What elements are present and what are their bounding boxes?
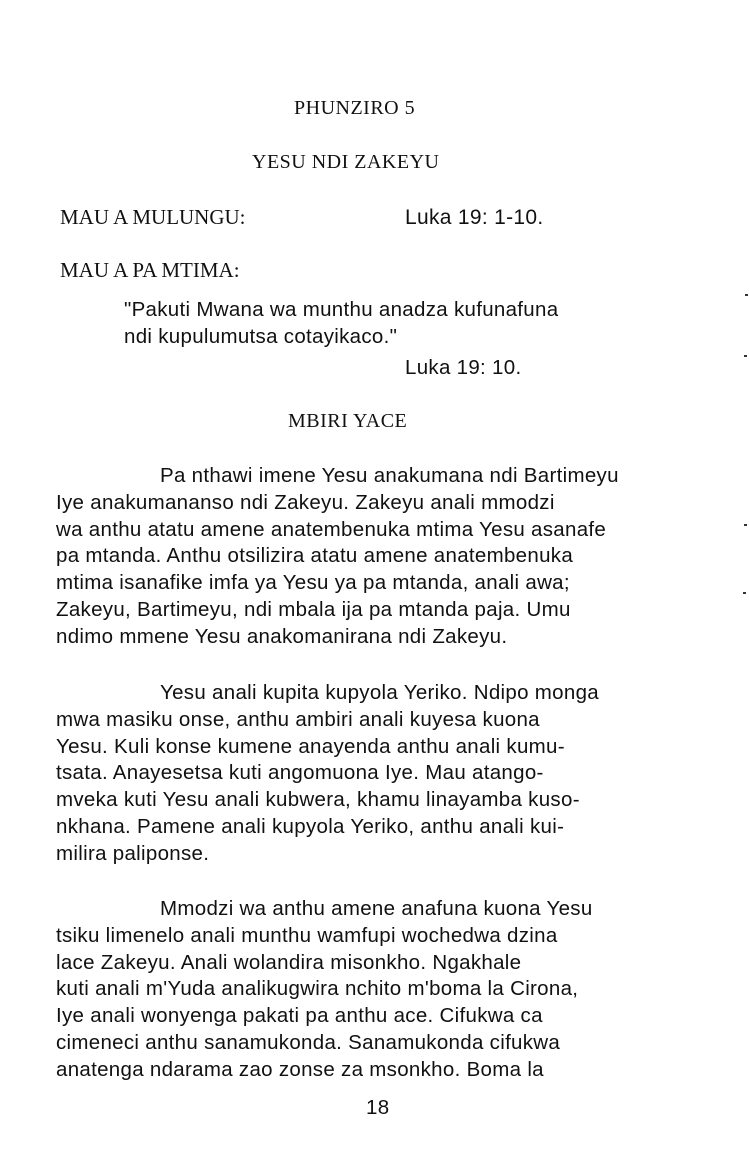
paragraph-2 — [56, 680, 706, 868]
paragraph-line: tsiku limenelo anali munthu wamfupi wochedwa dzina — [56, 923, 558, 947]
paragraph-line: pa mtanda. Anthu otsilizira atatu amene anatembenuka — [56, 544, 574, 568]
paragraph-3 — [56, 896, 706, 1084]
paragraph-line: Zakeyu, Bartimeyu, ndi mbala ija pa mtanda paja. Umu — [56, 597, 571, 621]
paragraph-line: kuti anali m'Yuda analikugwira nchito m'boma la Cirona, — [56, 977, 579, 1001]
memory-verse-reference: Luka 19: 10. — [405, 356, 522, 379]
scan-speck — [744, 355, 747, 357]
paragraph-line: Yesu anali kupita kupyola Yeriko. Ndipo monga — [160, 681, 599, 704]
paragraph-line: anatenga ndarama zao zonse za msonkho. Boma la — [56, 1057, 544, 1081]
scripture-reference: Luka 19: 1-10. — [405, 206, 544, 229]
paragraph-line: mveka kuti Yesu anali kubwera, khamu linayamba kuso- — [56, 788, 580, 812]
paragraph-line: cimeneci anthu sanamukonda. Sanamukonda cifukwa — [56, 1030, 561, 1054]
paragraph-line: Pa nthawi imene Yesu anakumana ndi Bartimeyu — [160, 464, 619, 487]
scan-speck — [745, 294, 748, 296]
page-number: 18 — [366, 1096, 390, 1119]
paragraph-line: lace Zakeyu. Anali wolandira misonkho. Ngakhale — [56, 950, 522, 974]
paragraph-line: ndimo mmene Yesu anakomanirana ndi Zakeyu. — [56, 624, 508, 648]
scripture-label: MAU A MULUNGU: — [60, 205, 246, 229]
memory-verse-quote — [124, 297, 558, 350]
paragraph-line: Iye anali wonyenga pakati pa anthu ace. Cifukwa ca — [56, 1004, 543, 1028]
paragraph-line: milira paliponse. — [56, 841, 210, 865]
paragraph-line: wa anthu atatu amene anatembenuka mtima Yesu asanafe — [56, 517, 607, 541]
paragraph-1 — [56, 463, 706, 651]
scan-speck — [744, 524, 747, 526]
memory-verse-line: ndi kupulumutsa cotayikaco." — [124, 324, 398, 348]
paragraph-line: Iye anakumananso ndi Zakeyu. Zakeyu anali mmodzi — [56, 490, 555, 514]
scan-speck — [743, 592, 746, 594]
section-heading: MBIRI YACE — [288, 410, 408, 432]
lesson-label: PHUNZIRO 5 — [294, 97, 416, 119]
memory-verse-label: MAU A PA MTIMA: — [60, 258, 240, 282]
lesson-title: YESU NDI ZAKEYU — [252, 151, 440, 173]
paragraph-line: nkhana. Pamene anali kupyola Yeriko, anthu anali kui- — [56, 814, 565, 838]
paragraph-line: Yesu. Kuli konse kumene anayenda anthu anali kumu- — [56, 734, 565, 758]
paragraph-line: tsata. Anayesetsa kuti angomuona Iye. Mau atango- — [56, 761, 544, 785]
paragraph-line: mwa masiku onse, anthu ambiri anali kuyesa kuona — [56, 707, 540, 731]
paragraph-line: Mmodzi wa anthu amene anafuna kuona Yesu — [160, 897, 593, 920]
memory-verse-line: "Pakuti Mwana wa munthu anadza kufunafuna — [124, 298, 559, 321]
paragraph-line: mtima isanafike imfa ya Yesu ya pa mtanda, anali awa; — [56, 571, 570, 595]
